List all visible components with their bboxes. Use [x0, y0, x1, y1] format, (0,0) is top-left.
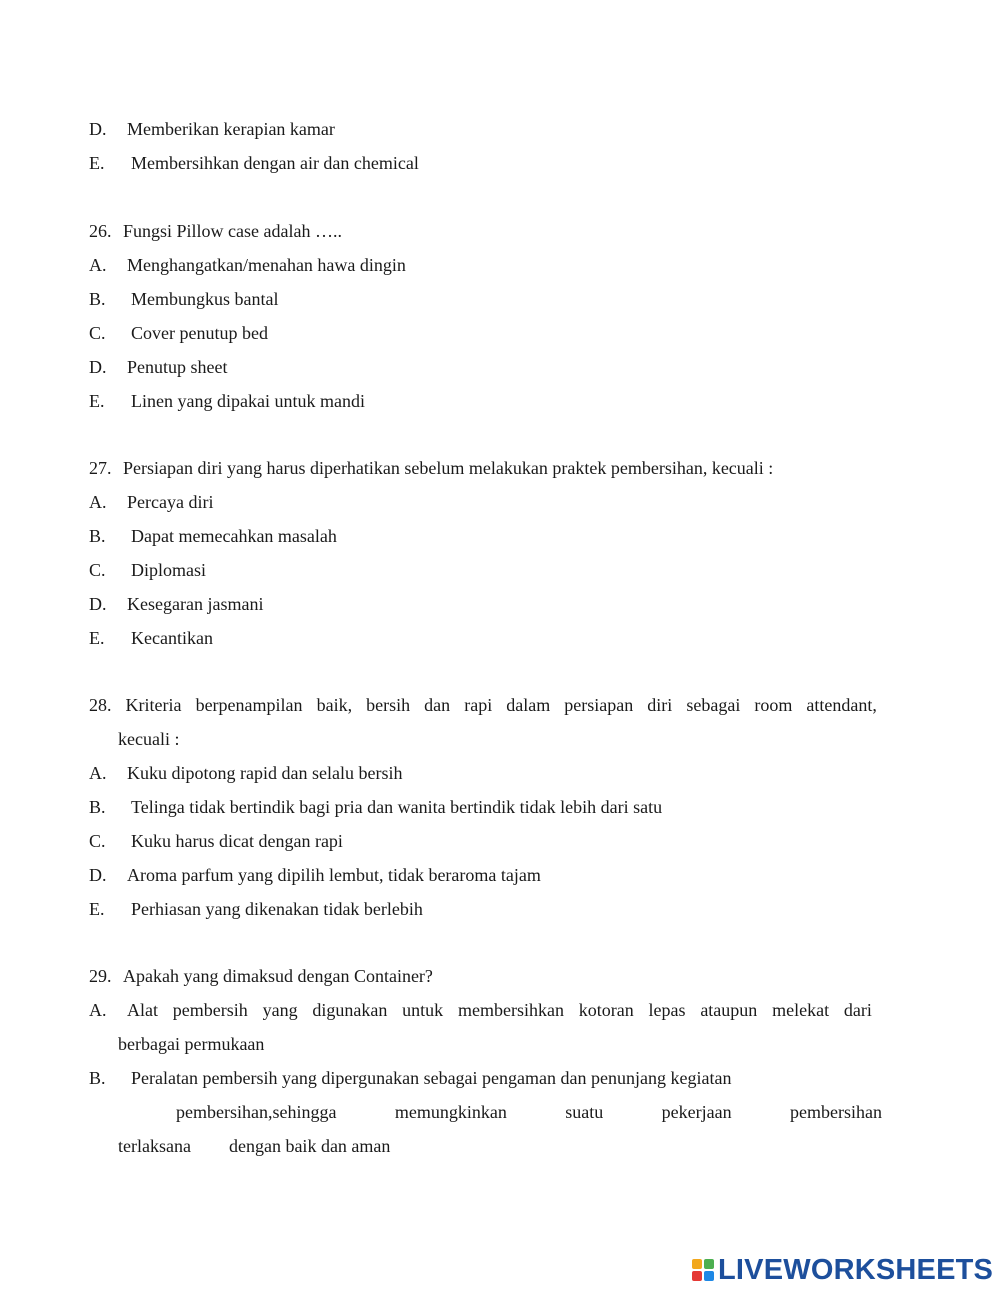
q29b-word: suatu: [565, 1102, 604, 1122]
option-e: E. Membersihkan dengan air dan chemical: [89, 153, 419, 173]
q29a-word: dari: [843, 1000, 872, 1020]
q27-option-c: C. Diplomasi: [89, 560, 206, 580]
q26-option-e: E. Linen yang dipakai untuk mandi: [89, 391, 365, 411]
q27-option-a: A. Percaya diri: [89, 492, 214, 512]
liveworksheets-logo-icon: [692, 1259, 714, 1281]
q28-word: Kriteria: [125, 695, 182, 715]
q29a-word: Alat: [127, 1000, 158, 1020]
q28-word: sebagai: [686, 695, 741, 715]
question-29: 29. Apakah yang dimaksud dengan Container?: [89, 966, 433, 986]
q29-option-a-letter: A.: [89, 1000, 107, 1020]
q29-option-b: B. Peralatan pembersih yang dipergunakan sebagai pengaman dan penunjang kegiatan: [89, 1068, 732, 1088]
question-28: [89, 694, 877, 716]
q29-option-b-line3: terlaksana dengan baik dan aman: [118, 1136, 391, 1156]
brand-name: LIVEWORKSHEETS: [718, 1253, 994, 1286]
q27-option-d: D. Kesegaran jasmani: [89, 594, 264, 614]
q28-option-d: D. Aroma parfum yang dipilih lembut, tidak beraroma tajam: [89, 865, 541, 885]
q28-word: room: [754, 695, 793, 715]
q29a-word: digunakan: [312, 1000, 388, 1020]
q26-option-b: B. Membungkus bantal: [89, 289, 279, 309]
q26-option-a: A. Menghangatkan/menahan hawa dingin: [89, 255, 406, 275]
option-d: D. Memberikan kerapian kamar: [89, 119, 335, 139]
q29b-word: memungkinkan: [394, 1102, 507, 1122]
q28-word: dalam: [506, 695, 551, 715]
q29a-word: yang: [262, 1000, 298, 1020]
q28-word: persiapan: [564, 695, 634, 715]
q28-text-continuation: kecuali :: [118, 729, 180, 749]
q29a-word: ataupun: [700, 1000, 758, 1020]
q29b-word: pembersihan,sehingga: [176, 1102, 337, 1122]
q29a-word: kotoran: [578, 1000, 634, 1020]
q27-option-b: B. Dapat memecahkan masalah: [89, 526, 337, 546]
q29a-word: membersihkan: [457, 1000, 564, 1020]
q28-word: bersih: [366, 695, 411, 715]
q28-word: diri: [647, 695, 673, 715]
q29a-word: untuk: [402, 1000, 444, 1020]
q29-option-a: [127, 999, 872, 1021]
q26-option-d: D. Penutup sheet: [89, 357, 228, 377]
q28-word: dan: [424, 695, 451, 715]
q28-option-a: A. Kuku dipotong rapid dan selalu bersih: [89, 763, 403, 783]
q29a-word: melekat: [772, 1000, 830, 1020]
question-27: 27. Persiapan diri yang harus diperhatikan sebelum melakukan praktek pembersihan, kecuali :: [89, 458, 774, 478]
q28-option-c: C. Kuku harus dicat dengan rapi: [89, 831, 343, 851]
q28-word: attendant,: [806, 695, 877, 715]
q29a-word: pembersih: [172, 1000, 248, 1020]
q29-option-b-line2: [176, 1101, 882, 1123]
q28-word: baik,: [316, 695, 353, 715]
q27-option-e: E. Kecantikan: [89, 628, 213, 648]
q28-option-e: E. Perhiasan yang dikenakan tidak berlebih: [89, 899, 423, 919]
liveworksheets-logo: [692, 1255, 993, 1285]
question-26: 26. Fungsi Pillow case adalah …..: [89, 221, 342, 241]
q28-word: 28.: [89, 695, 112, 715]
q29b-word: pembersihan: [790, 1102, 882, 1122]
q26-option-c: C. Cover penutup bed: [89, 323, 268, 343]
q28-word: berpenampilan: [195, 695, 303, 715]
q28-word: rapi: [464, 695, 493, 715]
q29a-word: lepas: [648, 1000, 686, 1020]
q29b-word: pekerjaan: [661, 1102, 732, 1122]
q29-option-a-continuation: berbagai permukaan: [118, 1034, 265, 1054]
q28-option-b: B. Telinga tidak bertindik bagi pria dan wanita bertindik tidak lebih dari satu: [89, 797, 663, 817]
